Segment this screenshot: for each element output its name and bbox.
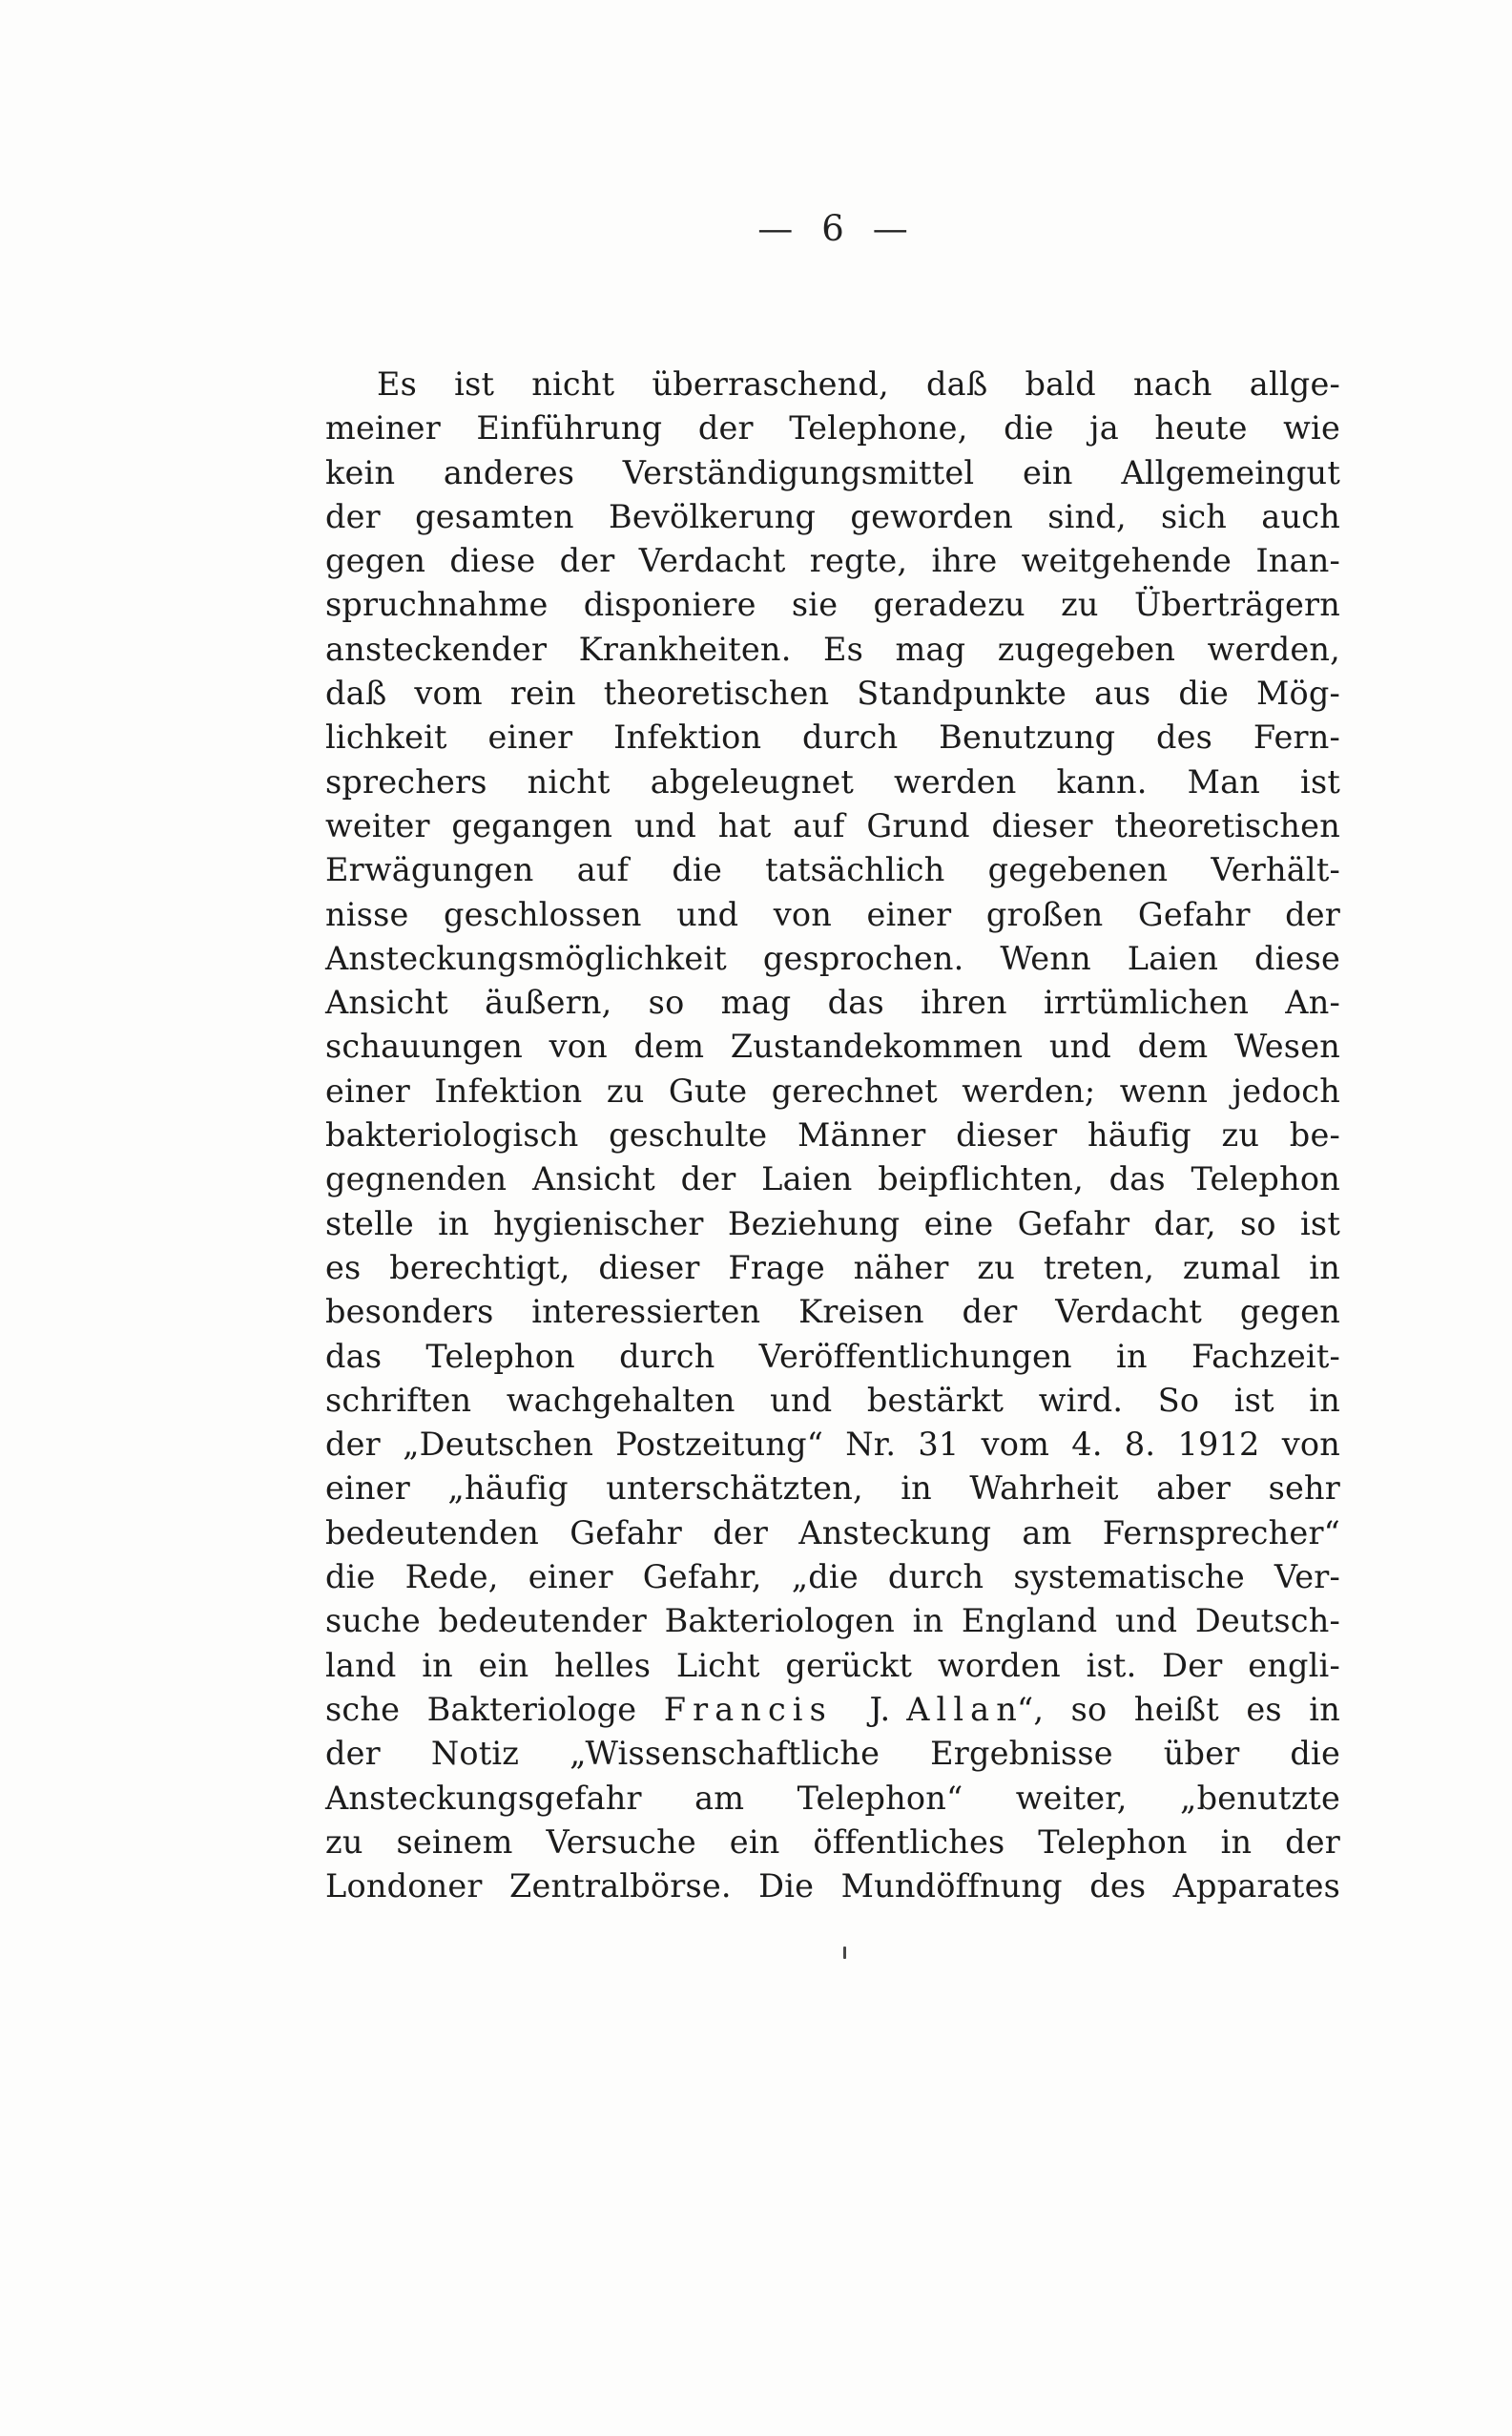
page-number-header <box>325 208 1340 249</box>
text-line: weiter gegangen und hat auf Grund dieser theoretischen <box>325 806 1340 844</box>
paragraph <box>325 363 1340 1908</box>
text-line: schauungen von dem Zustandekommen und dem Wesen <box>325 1028 1340 1066</box>
ink-speck-artifact <box>843 1947 846 1959</box>
text-line: gegnenden Ansicht der Laien beipflichten, das Telephon <box>325 1160 1340 1198</box>
text-line: sprechers nicht abgeleugnet werden kann. Man ist <box>325 762 1340 801</box>
text-line: meiner Einführung der Telephone, die ja heute wie <box>325 409 1340 448</box>
text-line: stelle in hygienischer Beziehung eine Gefahr dar, so ist <box>325 1204 1340 1242</box>
text-line: Ansicht äußern, so mag das ihren irrtümlichen An- <box>325 984 1340 1022</box>
text-line: daß vom rein theoretischen Standpunkte aus die Mög- <box>325 675 1340 713</box>
text-line: Es ist nicht überraschend, daß bald nach allge- <box>377 365 1340 403</box>
page-number: 6 <box>821 208 844 249</box>
text-line: das Telephon durch Veröffentlichungen in Fachzeit- <box>325 1337 1340 1375</box>
text-line: spruchnahme disponiere sie geradezu zu Überträgern <box>325 586 1340 624</box>
text-line: ansteckender Krankheiten. Es mag zugegeben werden, <box>325 630 1340 668</box>
text-line: einer Infektion zu Gute gerechnet werden; wenn jedoch <box>325 1072 1340 1110</box>
text-line: gegen diese der Verdacht regte, ihre weitgehende Inan- <box>325 542 1340 580</box>
text-line: Londoner Zentralbörse. Die Mundöffnung des Apparates <box>325 1867 1340 1905</box>
text-line: suche bedeutender Bakteriologen in England und Deutsch- <box>325 1602 1340 1640</box>
text-line: lichkeit einer Infektion durch Benutzung des Fern- <box>325 718 1340 757</box>
text-line: sche Bakteriologe F r a n c i s J. A l l a n“, so heißt es in <box>325 1690 1340 1728</box>
text-line: bakteriologisch geschulte Männer dieser häufig zu be- <box>325 1116 1340 1155</box>
text-line: bedeutenden Gefahr der Ansteckung am Fernsprecher“ <box>325 1513 1340 1551</box>
text-line: der Notiz „Wissenschaftliche Ergebnisse über die <box>325 1735 1340 1773</box>
text-line: es berechtigt, dieser Frage näher zu treten, zumal in <box>325 1248 1340 1286</box>
text-line: die Rede, einer Gefahr, „die durch systematische Ver- <box>325 1558 1340 1596</box>
text-line: einer „häufig unterschätzten, in Wahrheit aber sehr <box>325 1469 1340 1508</box>
text-line: land in ein helles Licht gerückt worden ist. Der engli- <box>325 1646 1340 1684</box>
header-dash-right: — <box>872 208 908 249</box>
text-line: nisse geschlossen und von einer großen Gefahr der <box>325 895 1340 933</box>
text-line: besonders interessierten Kreisen der Verdacht gegen <box>325 1293 1340 1331</box>
text-line: Erwägungen auf die tatsächlich gegebenen Verhält- <box>325 851 1340 889</box>
header-dash-left: — <box>757 208 794 249</box>
text-line: zu seinem Versuche ein öffentliches Telephon in der <box>325 1822 1340 1861</box>
text-line: kein anderes Verständigungsmittel ein Allgemeingut <box>325 453 1340 491</box>
text-line: der gesamten Bevölkerung geworden sind, sich auch <box>325 497 1340 535</box>
text-line: Ansteckungsmöglichkeit gesprochen. Wenn Laien diese <box>325 939 1340 977</box>
text-line: der „Deutschen Postzeitung“ Nr. 31 vom 4. 8. 1912 von <box>325 1426 1340 1464</box>
text-line: Ansteckungsgefahr am Telephon“ weiter, „benutzte <box>325 1779 1340 1817</box>
text-line: schriften wachgehalten und bestärkt wird. So ist in <box>325 1381 1340 1419</box>
